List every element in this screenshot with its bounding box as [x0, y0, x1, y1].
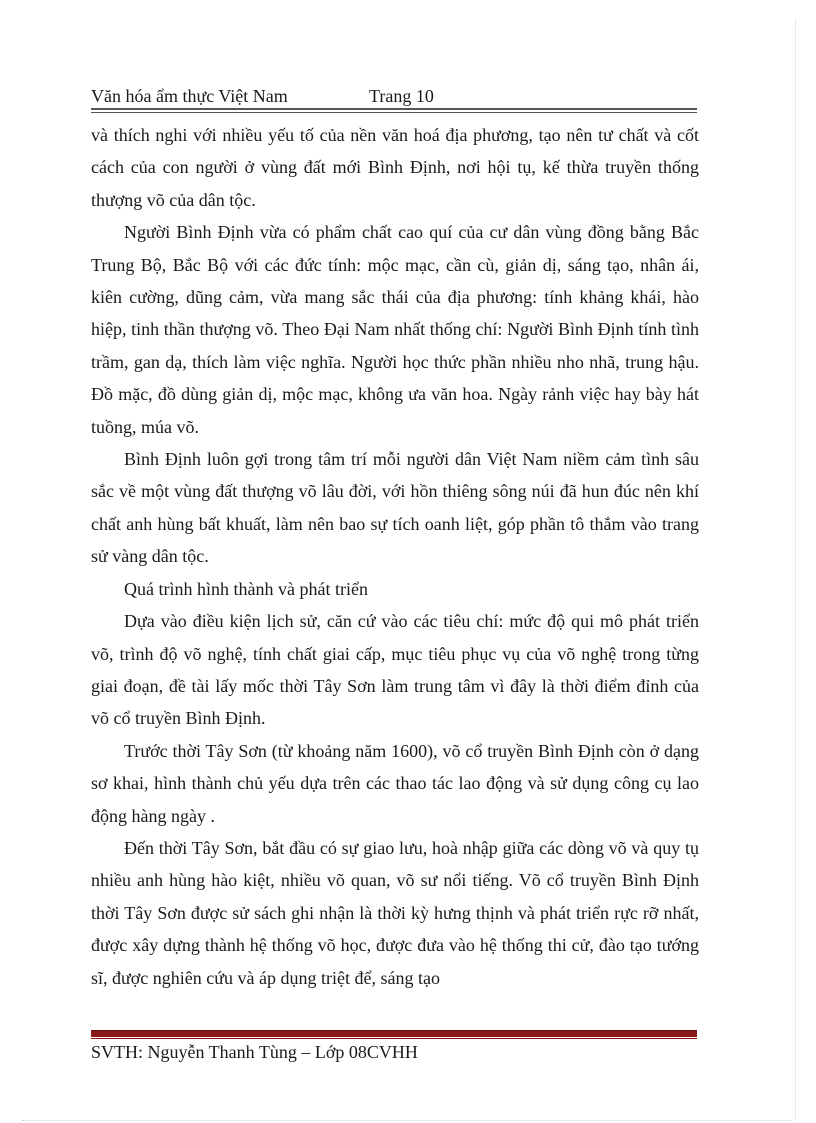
footer-divider — [91, 1030, 697, 1037]
document-title: Văn hóa ẩm thực Việt Nam — [91, 86, 288, 106]
page-edge-right — [795, 20, 796, 1120]
header-divider — [91, 108, 697, 113]
paragraph: Người Bình Định vừa có phẩm chất cao quí của cư dân vùng đồng bằng Bắc Trung Bộ, Bắc Bộ với các đức tính: mộc mạc, cần cù, giản dị, sáng tạo, nhân ái, kiên cường, dũng cảm, vừa mang sắc thái của địa phương: tính khảng khái, hào hiệp, tinh thần thượng võ. Theo Đại Nam nhất thống chí: Người Bình Định tính tình trầm, gan dạ, thích làm việc nghĩa. Người học thức phần nhiều nho nhã, trung hậu. Đồ mặc, đồ dùng giản dị, mộc mạc, không ưa văn hoa. Ngày rảnh việc hay bày hát tuồng, múa võ. — [91, 222, 699, 437]
footer-divider-thin — [91, 1038, 697, 1039]
page-footer: SVTH: Nguyễn Thanh Tùng – Lớp 08CVHH — [91, 1042, 418, 1062]
paragraph: Dựa vào điều kiện lịch sử, căn cứ vào các tiêu chí: mức độ qui mô phát triển võ, trình độ võ nghệ, tính chất giai cấp, mục tiêu phục vụ của võ nghệ trong từng giai đoạn, đề tài lấy mốc thời Tây Sơn làm trung tâm vì đây là thời điểm đỉnh của võ cổ truyền Bình Định. — [91, 611, 699, 729]
page-number: Trang 10 — [369, 86, 434, 106]
page-header — [91, 84, 697, 108]
paragraph: Bình Định luôn gợi trong tâm trí mỗi người dân Việt Nam niềm cảm tình sâu sắc về một vùng đất thượng võ lâu đời, với hồn thiêng sông núi đã hun đúc nên khí chất anh hùng bất khuất, làm nên bao sự tích oanh liệt, góp phần tô thắm vào trang sử vàng dân tộc. — [91, 449, 699, 567]
paragraph: Trước thời Tây Sơn (từ khoảng năm 1600), võ cổ truyền Bình Định còn ở dạng sơ khai, hình thành chủ yếu dựa trên các thao tác lao động và sử dụng công cụ lao động hàng ngày . — [91, 740, 699, 826]
body-text — [91, 119, 699, 994]
page-edge-bottom — [22, 1120, 792, 1121]
paragraph: Đến thời Tây Sơn, bắt đầu có sự giao lưu, hoà nhập giữa các dòng võ và quy tụ nhiều anh hùng hào kiệt, nhiều võ quan, võ sư nổi tiếng. Võ cổ truyền Bình Định thời Tây Sơn được sử sách ghi nhận là thời kỳ hưng thịnh và phát triển rực rỡ nhất, được xây dựng thành hệ thống võ học, được đưa vào hệ thống thi cử, đào tạo tướng sĩ, được nghiên cứu và áp dụng triệt để, sáng tạo — [91, 837, 699, 988]
paragraph: và thích nghi với nhiều yếu tố của nền văn hoá địa phương, tạo nên tư chất và cốt cách của con người ở vùng đất mới Bình Định, nơi hội tụ, kế thừa truyền thống thượng võ của dân tộc. — [91, 125, 699, 210]
section-heading: Quá trình hình thành và phát triển — [124, 578, 368, 599]
